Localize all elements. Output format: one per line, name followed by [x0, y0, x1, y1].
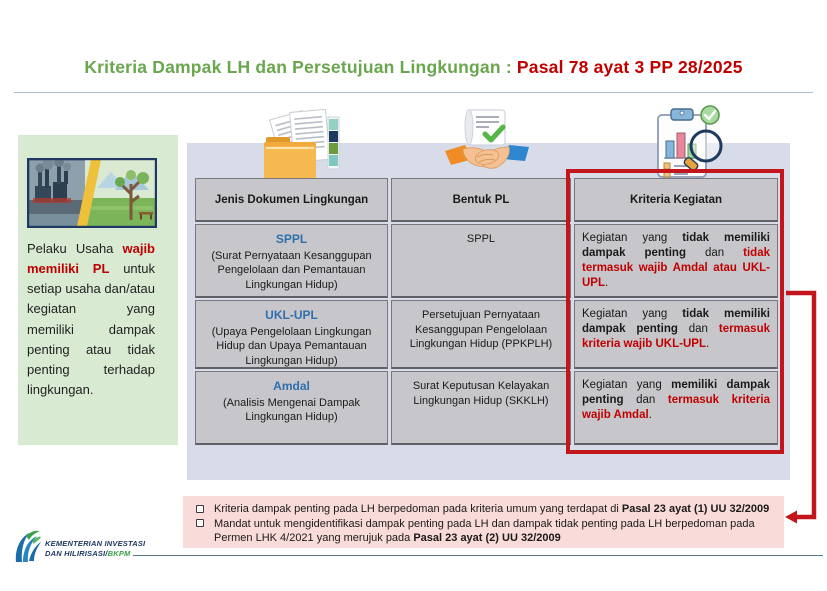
- note-text-1: [214, 502, 774, 517]
- ministry-name-line1: KEMENTERIAN INVESTASI: [45, 539, 146, 548]
- table-cell-sppl-bentuk: SPPL: [391, 224, 571, 298]
- text-segment: dan: [685, 246, 744, 259]
- handshake-agreement-icon: [443, 107, 531, 177]
- title-divider: [14, 92, 813, 93]
- doc-name-amdal: Amdal: [273, 379, 310, 393]
- note-item-1: [193, 502, 774, 517]
- text-segment: termasuk kriteria wajib UKL-UPL: [582, 322, 770, 350]
- ministry-fan-logo: [13, 530, 41, 564]
- doc-name-sppl: SPPL: [275, 232, 308, 246]
- table-cell-uklupl-doc: [195, 300, 388, 369]
- table-cell-amdal-bentuk: Surat Keputusan Kelayakan Lingkungan Hidup (SKKLH): [391, 371, 571, 445]
- text-segment: Pasal 23 ayat (1) UU 32/2009: [621, 503, 770, 515]
- table-header-bentuk-pl: Bentuk PL: [391, 178, 571, 222]
- text-segment: Mandat untuk mengidentifikasi dampak penting pada LH dan dampak tidak penting pada LH berpedoman pada Permen LHK 4/2021 yang merujuk pada: [214, 517, 755, 545]
- sidebar-panel: [18, 135, 178, 445]
- text-segment: dan: [623, 393, 668, 406]
- doc-desc-sppl: (Surat Pernyataan Kesanggupan Pengelolaan dan Pemantauan Lingkungan Hidup): [211, 249, 372, 291]
- doc-desc-uklupl: (Upaya Pengelolaan Lingkungan Hidup dan Upaya Pemantauan Lingkungan Hidup): [211, 325, 372, 367]
- table-cell-amdal-doc: [195, 371, 388, 445]
- text-segment: Pelaku Usaha: [27, 241, 123, 256]
- industry-vs-nature-illustration: [27, 158, 157, 228]
- page-title-green: Kriteria Dampak LH dan Persetujuan Lingkungan :: [84, 57, 517, 77]
- text-segment: tidak termasuk wajib Amdal atau UKL-UPL: [582, 246, 770, 289]
- table-cell-amdal-kriteria: [574, 371, 778, 445]
- text-segment: tidak memiliki dampak penting: [582, 308, 770, 335]
- text-segment: Kegiatan yang: [582, 232, 683, 244]
- checkbox-square-bullet: [196, 505, 204, 513]
- text-segment: Kriteria dampak penting pada LH berpedoman pada kriteria umum yang terdapat di: [214, 503, 622, 515]
- note-item-2: [193, 517, 774, 546]
- documents-folder-icon: [248, 109, 348, 181]
- text-segment: dan: [677, 322, 719, 335]
- text-segment: .: [648, 408, 652, 421]
- table-cell-uklupl-bentuk: Persetujuan Pernyataan Kesanggupan Pengelolaan Lingkungan Hidup (PPKPLH): [391, 300, 571, 369]
- note-text-2: [214, 517, 774, 546]
- notes-box: [183, 496, 784, 548]
- doc-name-uklupl: UKL-UPL: [265, 308, 318, 322]
- text-segment: wajib memiliki PL: [27, 241, 155, 277]
- environment-document-table: [195, 178, 778, 445]
- ministry-name: [45, 539, 145, 559]
- table-header-kriteria-kegiatan: Kriteria Kegiatan: [574, 178, 778, 222]
- footer-divider: [133, 555, 823, 556]
- doc-desc-amdal: (Analisis Mengenai Dampak Lingkungan Hidup): [223, 396, 360, 424]
- table-cell-uklupl-kriteria: [574, 300, 778, 369]
- sidebar-text: [27, 239, 155, 400]
- text-segment: Kegiatan yang: [582, 379, 672, 391]
- text-segment: tidak memiliki dampak penting: [582, 232, 770, 259]
- ministry-name-line2: DAN HILIRISASI/BKPM: [45, 548, 131, 558]
- page-title-red: Pasal 78 ayat 3 PP 28/2025: [516, 57, 743, 77]
- table-cell-sppl-doc: [195, 224, 388, 298]
- text-segment: Pasal 23 ayat (2) UU 32/2009: [413, 532, 561, 545]
- page-title: [0, 57, 827, 78]
- table-cell-sppl-kriteria: [574, 224, 778, 298]
- text-segment: untuk setiap usaha dan/atau kegiatan yang memiliki dampak penting atau tidak penting terhadap lingkungan.: [27, 261, 155, 397]
- text-segment: .: [705, 337, 710, 350]
- checkbox-square-bullet: [196, 519, 204, 527]
- text-segment: Kegiatan yang: [582, 308, 683, 320]
- text-segment: .: [605, 276, 609, 289]
- table-header-jenis-dokumen: Jenis Dokumen Lingkungan: [195, 178, 388, 222]
- criteria-review-magnifier-icon: [644, 103, 732, 181]
- text-segment: memiliki dampak penting: [582, 379, 770, 406]
- text-segment: termasuk kriteria wajib Amdal: [582, 393, 770, 421]
